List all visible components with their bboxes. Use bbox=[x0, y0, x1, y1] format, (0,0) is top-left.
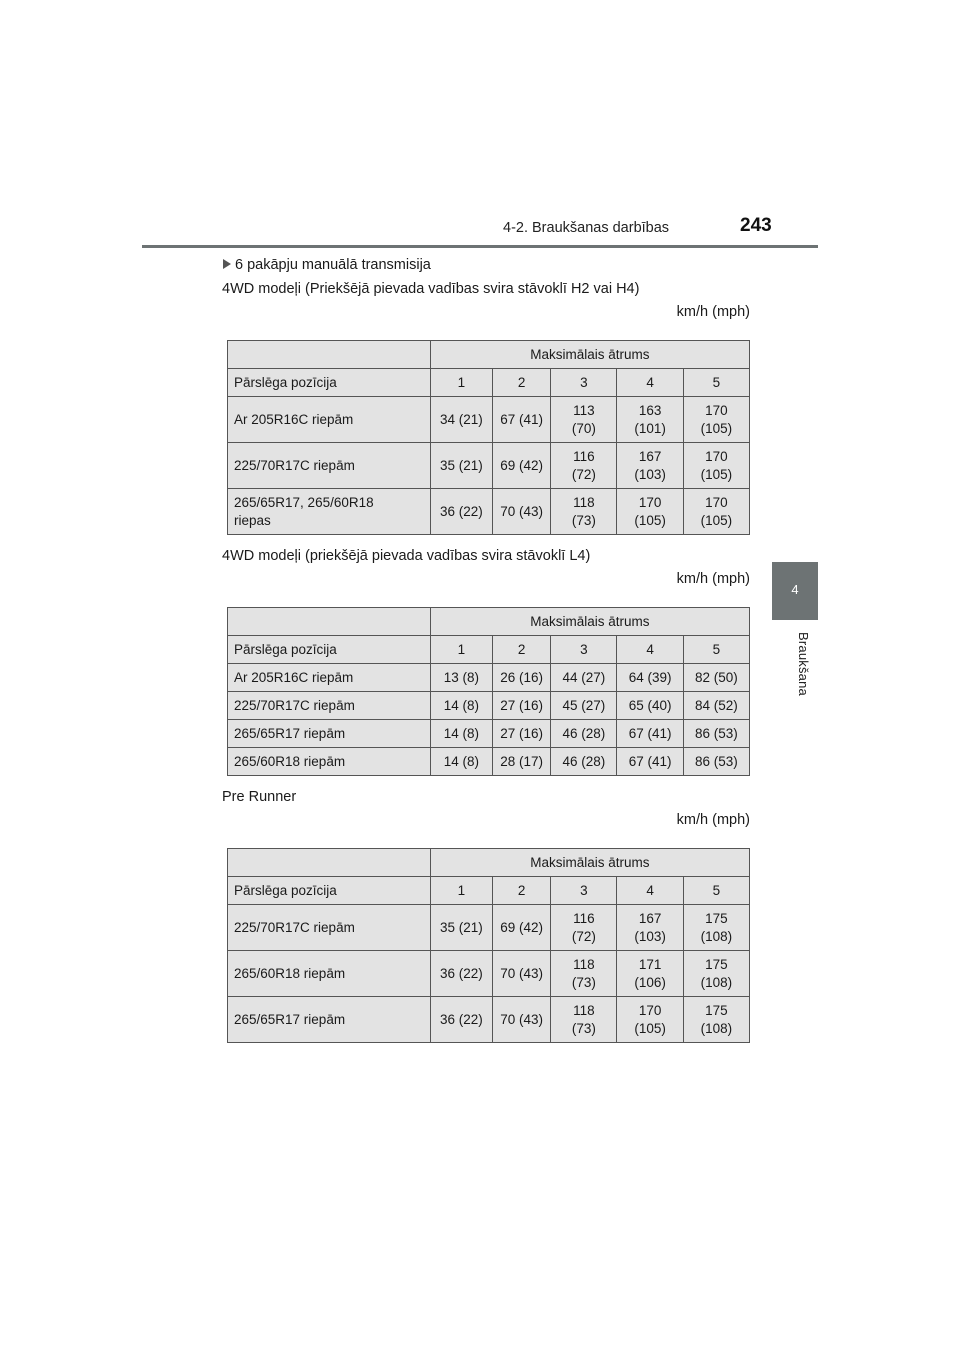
unit-label: km/h (mph) bbox=[676, 571, 750, 587]
table-row bbox=[228, 905, 750, 951]
chapter-number: 4 bbox=[791, 582, 799, 597]
tire-size-cell: 265/65R17 riepām bbox=[228, 720, 431, 748]
speed-cell: 64 (39) bbox=[617, 664, 683, 692]
speed-cell: 14 (8) bbox=[430, 692, 492, 720]
section-title: 4-2. Braukšanas darbības bbox=[503, 220, 670, 236]
table-top-header-row bbox=[228, 341, 750, 369]
speed-cell: 70 (43) bbox=[493, 951, 551, 997]
speed-cell: 170 (105) bbox=[617, 489, 683, 535]
speed-cell: 65 (40) bbox=[617, 692, 683, 720]
speed-cell: 175 (108) bbox=[683, 905, 749, 951]
speed-cell: 13 (8) bbox=[430, 664, 492, 692]
speed-cell: 27 (16) bbox=[493, 692, 551, 720]
speed-cell: 118 (73) bbox=[551, 489, 617, 535]
table-row bbox=[228, 720, 750, 748]
chapter-label: Braukšana bbox=[796, 632, 811, 696]
tire-size-cell: Ar 205R16C riepām bbox=[228, 664, 431, 692]
speed-cell: 67 (41) bbox=[617, 720, 683, 748]
table-heading: Pre Runner bbox=[222, 789, 297, 805]
speed-cell: 70 (43) bbox=[493, 997, 551, 1043]
gear-header-2: 2 bbox=[493, 636, 551, 664]
tire-size-cell: 265/60R18 riepām bbox=[228, 748, 431, 776]
max-speed-header: Maksimālais ātrums bbox=[430, 608, 749, 636]
table-top-header-row bbox=[228, 849, 750, 877]
gear-header-1: 1 bbox=[430, 636, 492, 664]
table-header-row bbox=[228, 636, 750, 664]
gear-header-3: 3 bbox=[551, 877, 617, 905]
speed-cell: 82 (50) bbox=[683, 664, 749, 692]
speed-cell: 14 (8) bbox=[430, 748, 492, 776]
tire-size-cell: 225/70R17C riepām bbox=[228, 443, 431, 489]
speed-cell: 27 (16) bbox=[493, 720, 551, 748]
table-heading: 4WD modeļi (priekšējā pievada vadības svira stāvoklī L4) bbox=[222, 548, 591, 564]
table-row bbox=[228, 489, 750, 535]
speed-cell: 118 (73) bbox=[551, 997, 617, 1043]
table-row bbox=[228, 748, 750, 776]
speed-cell: 45 (27) bbox=[551, 692, 617, 720]
speed-cell: 35 (21) bbox=[430, 443, 492, 489]
table-row bbox=[228, 664, 750, 692]
speed-cell: 69 (42) bbox=[493, 905, 551, 951]
speed-table bbox=[227, 607, 750, 776]
speed-cell: 163 (101) bbox=[617, 397, 683, 443]
gear-position-header: Pārslēga pozīcija bbox=[228, 877, 431, 905]
gear-header-3: 3 bbox=[551, 636, 617, 664]
gear-header-5: 5 bbox=[683, 877, 749, 905]
table-row bbox=[228, 443, 750, 489]
unit-label: km/h (mph) bbox=[676, 812, 750, 828]
bullet-text: 6 pakāpju manuālā transmisija bbox=[235, 257, 431, 273]
speed-table bbox=[227, 340, 750, 535]
gear-header-2: 2 bbox=[493, 369, 551, 397]
page-content bbox=[220, 256, 750, 1043]
speed-cell: 175 (108) bbox=[683, 951, 749, 997]
speed-cell: 34 (21) bbox=[430, 397, 492, 443]
speed-cell: 116 (72) bbox=[551, 905, 617, 951]
speed-cell: 26 (16) bbox=[493, 664, 551, 692]
speed-cell: 67 (41) bbox=[493, 397, 551, 443]
page-number: 243 bbox=[740, 215, 772, 236]
empty-header-cell bbox=[228, 341, 431, 369]
tire-size-cell: Ar 205R16C riepām bbox=[228, 397, 431, 443]
gear-header-4: 4 bbox=[617, 636, 683, 664]
tire-size-cell: 265/65R17 riepām bbox=[228, 997, 431, 1043]
table-row bbox=[228, 997, 750, 1043]
tire-size-cell: 225/70R17C riepām bbox=[228, 692, 431, 720]
speed-cell: 69 (42) bbox=[493, 443, 551, 489]
speed-cell: 118 (73) bbox=[551, 951, 617, 997]
table-header-row bbox=[228, 877, 750, 905]
table-header-row bbox=[228, 369, 750, 397]
empty-header-cell bbox=[228, 849, 431, 877]
max-speed-header: Maksimālais ātrums bbox=[430, 849, 749, 877]
speed-cell: 36 (22) bbox=[430, 951, 492, 997]
gear-position-header: Pārslēga pozīcija bbox=[228, 369, 431, 397]
chapter-tab[interactable] bbox=[772, 562, 818, 620]
speed-cell: 36 (22) bbox=[430, 997, 492, 1043]
speed-cell: 36 (22) bbox=[430, 489, 492, 535]
tables-container bbox=[220, 280, 750, 1043]
speed-cell: 44 (27) bbox=[551, 664, 617, 692]
gear-header-5: 5 bbox=[683, 369, 749, 397]
gear-header-1: 1 bbox=[430, 369, 492, 397]
speed-cell: 170 (105) bbox=[683, 443, 749, 489]
table-row bbox=[228, 951, 750, 997]
speed-cell: 28 (17) bbox=[493, 748, 551, 776]
gear-header-4: 4 bbox=[617, 369, 683, 397]
speed-cell: 171 (106) bbox=[617, 951, 683, 997]
tire-size-cell: 225/70R17C riepām bbox=[228, 905, 431, 951]
speed-cell: 167 (103) bbox=[617, 443, 683, 489]
speed-cell: 116 (72) bbox=[551, 443, 617, 489]
unit-label: km/h (mph) bbox=[676, 304, 750, 320]
header-divider bbox=[142, 245, 818, 248]
speed-cell: 170 (105) bbox=[617, 997, 683, 1043]
empty-header-cell bbox=[228, 608, 431, 636]
speed-cell: 46 (28) bbox=[551, 748, 617, 776]
gear-header-3: 3 bbox=[551, 369, 617, 397]
table-row bbox=[228, 397, 750, 443]
table-top-header-row bbox=[228, 608, 750, 636]
gear-header-2: 2 bbox=[493, 877, 551, 905]
gear-header-5: 5 bbox=[683, 636, 749, 664]
speed-cell: 170 (105) bbox=[683, 397, 749, 443]
speed-cell: 170 (105) bbox=[683, 489, 749, 535]
speed-cell: 86 (53) bbox=[683, 748, 749, 776]
table-row bbox=[228, 692, 750, 720]
speed-cell: 175 (108) bbox=[683, 997, 749, 1043]
speed-table bbox=[227, 848, 750, 1043]
speed-cell: 84 (52) bbox=[683, 692, 749, 720]
tire-size-cell: 265/60R18 riepām bbox=[228, 951, 431, 997]
speed-cell: 167 (103) bbox=[617, 905, 683, 951]
speed-cell: 67 (41) bbox=[617, 748, 683, 776]
max-speed-header: Maksimālais ātrums bbox=[430, 341, 749, 369]
speed-cell: 70 (43) bbox=[493, 489, 551, 535]
speed-cell: 35 (21) bbox=[430, 905, 492, 951]
speed-cell: 46 (28) bbox=[551, 720, 617, 748]
gear-header-1: 1 bbox=[430, 877, 492, 905]
table-heading: 4WD modeļi (Priekšējā pievada vadības svira stāvoklī H2 vai H4) bbox=[222, 281, 640, 297]
gear-header-4: 4 bbox=[617, 877, 683, 905]
gear-position-header: Pārslēga pozīcija bbox=[228, 636, 431, 664]
bullet-heading bbox=[223, 256, 750, 274]
tire-size-cell: 265/65R17, 265/60R18 riepas bbox=[228, 489, 431, 535]
triangle-bullet-icon bbox=[223, 259, 231, 269]
speed-cell: 14 (8) bbox=[430, 720, 492, 748]
speed-cell: 113 (70) bbox=[551, 397, 617, 443]
speed-cell: 86 (53) bbox=[683, 720, 749, 748]
